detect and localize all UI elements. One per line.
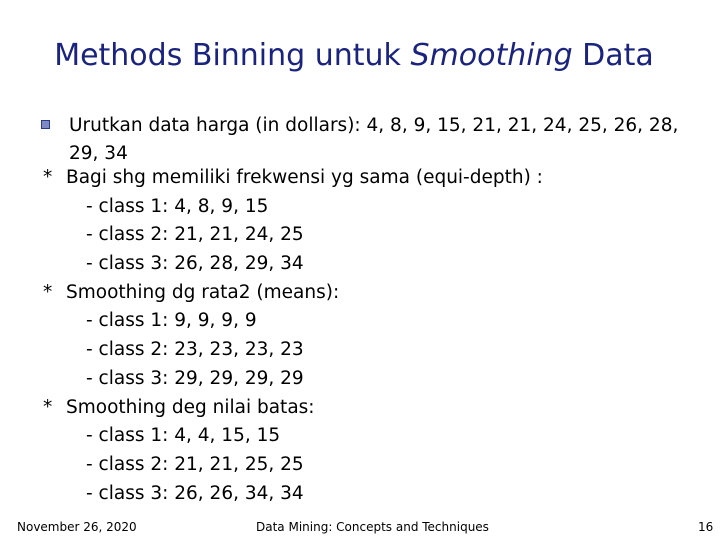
list-item-text: - class 1: 4, 4, 15, 15 [86, 425, 281, 447]
title-part-1: Methods Binning untuk [54, 38, 401, 73]
intro-line-1: Urutkan data harga (in dollars): 4, 8, 9, 15, 21, 21, 24, 25, 26, 28, [69, 115, 679, 136]
list-item-text: - class 3: 26, 28, 29, 34 [86, 253, 304, 275]
list-item-text: - class 3: 26, 26, 34, 34 [86, 482, 304, 504]
list-item-text: - class 2: 23, 23, 23, 23 [86, 339, 304, 361]
footer-title: Data Mining: Concepts and Techniques [256, 520, 489, 534]
title-part-2: Smoothing [410, 38, 573, 73]
asterisk-marker: * [43, 281, 53, 303]
footer-date: November 26, 2020 [17, 520, 137, 534]
section-heading-text: Bagi shg memiliki frekwensi yg sama (equi-depth) : [66, 167, 543, 188]
list-item-text: - class 1: 4, 8, 9, 15 [86, 195, 269, 217]
asterisk-marker: * [43, 396, 53, 418]
slide-title [0, 38, 708, 73]
list-item-text: - class 2: 21, 21, 24, 25 [86, 224, 304, 246]
list-item-text: - class 1: 9, 9, 9, 9 [86, 310, 257, 332]
square-bullet-icon [41, 120, 50, 129]
asterisk-marker: * [43, 167, 53, 188]
list-item-text: - class 3: 29, 29, 29, 29 [86, 367, 304, 389]
list-item-text: - class 2: 21, 21, 25, 25 [86, 453, 304, 475]
page-number: 16 [698, 520, 714, 534]
title-part-3: Data [582, 38, 654, 73]
intro-line-2: 29, 34 [69, 143, 128, 164]
section-heading-text: Smoothing deg nilai batas: [66, 396, 315, 418]
section-heading-text: Smoothing dg rata2 (means): [66, 281, 340, 303]
